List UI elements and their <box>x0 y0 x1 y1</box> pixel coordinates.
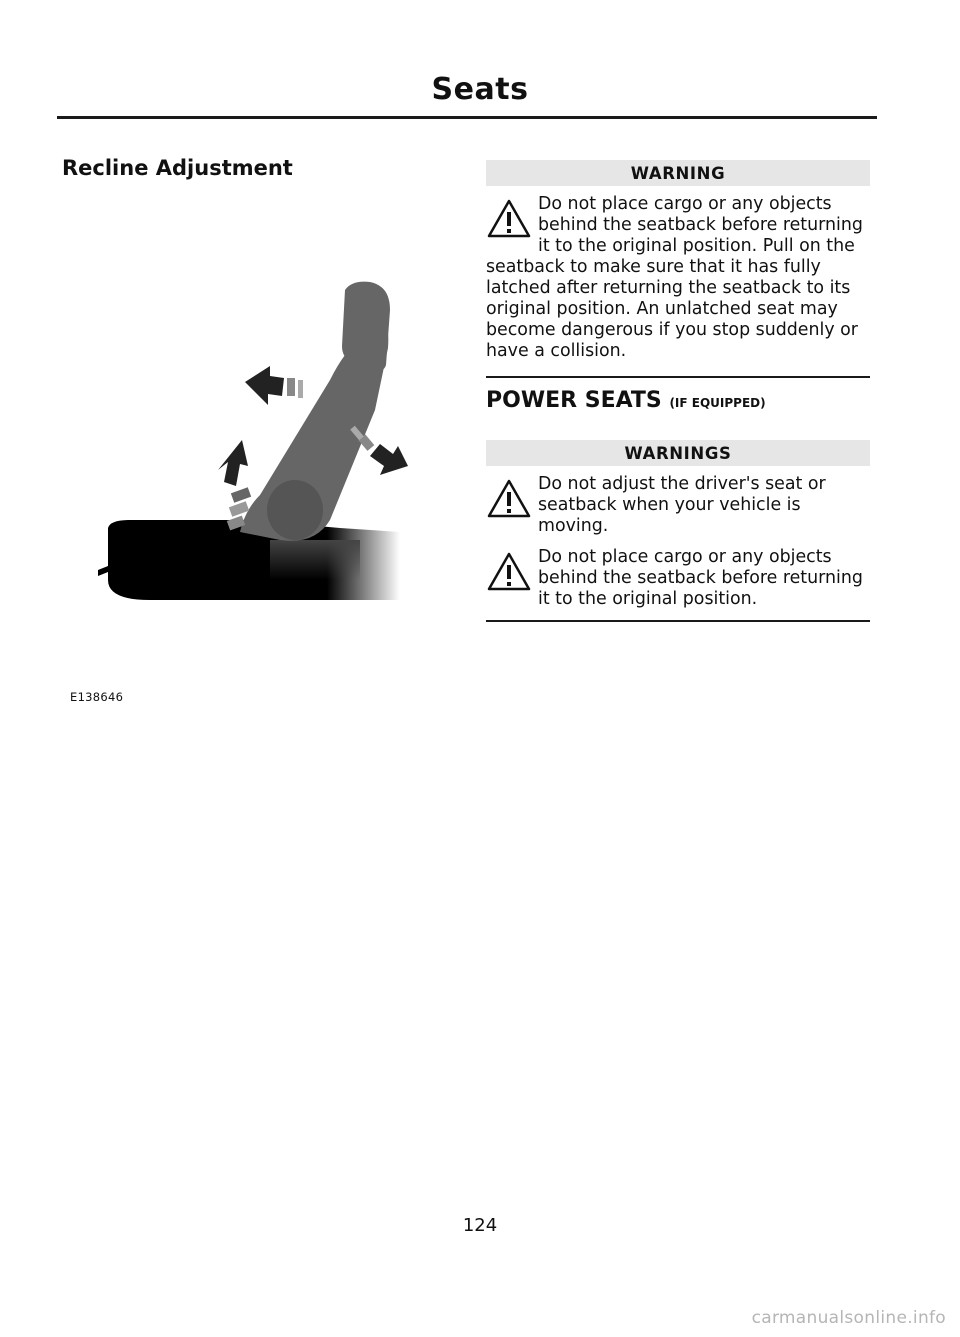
page-header-title: Seats <box>431 72 529 107</box>
warning-text: Do not place cargo or any objects behind the seatback before returning it to the original position. Pull on the seatback to make sure that it has fully latched after returning the seatback to its original position. An unlatched seat may become dangerous if you stop suddenly or have a collision. <box>486 194 863 361</box>
cushion-notch <box>98 566 108 576</box>
seat-base-fade <box>270 540 360 580</box>
header-rule <box>57 116 877 119</box>
figure-code: E138646 <box>70 690 124 704</box>
recline-adjustment-heading: Recline Adjustment <box>62 156 293 180</box>
power-seats-qualifier: (IF EQUIPPED) <box>669 396 766 410</box>
warning-rule <box>486 376 870 378</box>
page-number: 124 <box>462 1215 498 1236</box>
power-seats-title: POWER SEATS <box>486 388 662 413</box>
recline-forward-arrow <box>350 426 408 475</box>
warning-item <box>486 194 870 362</box>
warning-text: Do not place cargo or any objects behind the seatback before returning it to the original position. <box>538 547 863 609</box>
seat-recline-illustration <box>90 270 420 615</box>
warning-triangle-icon <box>486 198 532 240</box>
warning-box <box>486 160 870 378</box>
warning-triangle-icon <box>486 551 532 593</box>
site-watermark[interactable]: carmanualsonline.info <box>751 1308 946 1328</box>
warnings-label: WARNINGS <box>486 440 870 466</box>
headrest <box>342 282 390 371</box>
warning-triangle-icon <box>486 478 532 520</box>
warnings-rule <box>486 620 870 622</box>
recline-back-arrow <box>245 366 303 405</box>
warning-label: WARNING <box>486 160 870 186</box>
warning-text: Do not adjust the driver's seat or seatback when your vehicle is moving. <box>538 474 826 536</box>
warning-item <box>486 547 870 610</box>
warnings-box <box>486 440 870 622</box>
recliner-knob <box>267 480 323 540</box>
warning-item <box>486 474 870 537</box>
power-seats-heading <box>486 388 766 413</box>
